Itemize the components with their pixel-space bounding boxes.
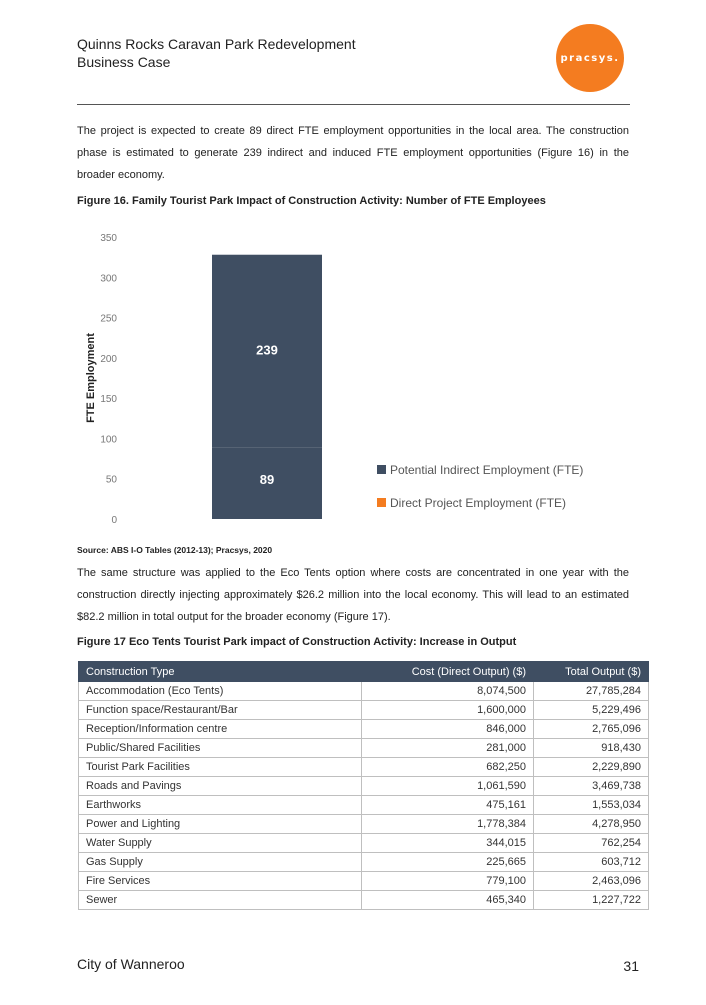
legend-label: Potential Indirect Employment (FTE) [390,463,584,477]
data-label: 89 [259,472,275,487]
cell-construction-type: Tourist Park Facilities [79,758,362,777]
col-total-output: Total Output ($) [534,662,649,682]
figure16-caption: Figure 16. Family Tourist Park Impact of Construction Activity: Number of FTE Employees [77,195,546,207]
data-label: 239 [256,342,278,358]
table-row [79,758,649,777]
cell-construction-type: Function space/Restaurant/Bar [79,701,362,720]
output-table [78,661,649,910]
cell-cost-direct-output: 344,015 [362,834,534,853]
table-row [79,796,649,815]
cell-cost-direct-output: 225,665 [362,853,534,872]
page-number: 31 [623,958,639,974]
cell-total-output: 603,712 [534,853,649,872]
table-row [79,891,649,910]
y-tick-label: 0 [111,515,117,526]
cell-total-output: 27,785,284 [534,682,649,701]
cell-cost-direct-output: 1,061,590 [362,777,534,796]
cell-cost-direct-output: 475,161 [362,796,534,815]
cell-cost-direct-output: 1,778,384 [362,815,534,834]
legend-swatch [377,498,386,507]
cell-construction-type: Public/Shared Facilities [79,739,362,758]
header-title-line2: Business Case [77,54,171,70]
cell-cost-direct-output: 8,074,500 [362,682,534,701]
legend-swatch [377,465,386,474]
table-row [79,853,649,872]
second-paragraph: The same structure was applied to the Eco Tents option where costs are concentrated in one year with the construction directly injecting approximately $26.2 million into the local economy. This will lead to an estimated $82.2 million in total output for the broader economy (Figure 17). [77,567,629,623]
table-row [79,815,649,834]
y-tick-label: 100 [100,434,117,446]
pracsys-logo: pracsys. [556,24,624,92]
table-row [79,701,649,720]
cell-construction-type: Fire Services [79,872,362,891]
y-tick-label: 300 [100,273,117,285]
cell-total-output: 918,430 [534,739,649,758]
y-axis-label: FTE Employment [85,333,97,423]
document-header [77,35,356,71]
col-cost-direct-output: Cost (Direct Output) ($) [362,662,534,682]
intro-paragraph: The project is expected to create 89 direct FTE employment opportunities in the local area. The construction phase is estimated to generate 239 indirect and induced FTE employment opportunities (Figure 16) in the broader economy. [77,125,629,181]
cell-cost-direct-output: 846,000 [362,720,534,739]
cell-total-output: 1,227,722 [534,891,649,910]
col-construction-type: Construction Type [79,662,362,682]
header-divider [77,104,630,105]
cell-total-output: 2,765,096 [534,720,649,739]
cell-total-output: 5,229,496 [534,701,649,720]
cell-cost-direct-output: 1,600,000 [362,701,534,720]
y-tick-label: 50 [105,474,117,486]
cell-construction-type: Reception/Information centre [79,720,362,739]
cell-total-output: 1,553,034 [534,796,649,815]
cell-total-output: 2,229,890 [534,758,649,777]
cell-construction-type: Roads and Pavings [79,777,362,796]
cell-total-output: 2,463,096 [534,872,649,891]
table-header-row [79,662,649,682]
cell-total-output: 3,469,738 [534,777,649,796]
cell-construction-type: Power and Lighting [79,815,362,834]
cell-construction-type: Sewer [79,891,362,910]
y-tick-label: 200 [100,353,117,365]
cell-cost-direct-output: 465,340 [362,891,534,910]
table-row [79,834,649,853]
cell-construction-type: Earthworks [79,796,362,815]
y-tick-label: 250 [100,313,117,325]
cell-total-output: 762,254 [534,834,649,853]
table-row [79,777,649,796]
table-row [79,872,649,891]
footer-org: City of Wanneroo [77,956,185,972]
fte-chart [77,220,617,535]
cell-construction-type: Water Supply [79,834,362,853]
cell-construction-type: Gas Supply [79,853,362,872]
cell-cost-direct-output: 682,250 [362,758,534,777]
table-row [79,739,649,758]
y-tick-label: 350 [100,233,117,244]
header-title-line1: Quinns Rocks Caravan Park Redevelopment [77,36,356,52]
table-row [79,682,649,701]
source-note: Source: ABS I-O Tables (2012-13); Pracsys, 2020 [77,545,273,555]
cell-cost-direct-output: 281,000 [362,739,534,758]
y-tick-label: 150 [100,394,117,406]
table-row [79,720,649,739]
figure17-caption: Figure 17 Eco Tents Tourist Park impact of Construction Activity: Increase in Output [77,636,517,648]
cell-total-output: 4,278,950 [534,815,649,834]
cell-construction-type: Accommodation (Eco Tents) [79,682,362,701]
legend-label: Direct Project Employment (FTE) [390,496,567,510]
cell-cost-direct-output: 779,100 [362,872,534,891]
